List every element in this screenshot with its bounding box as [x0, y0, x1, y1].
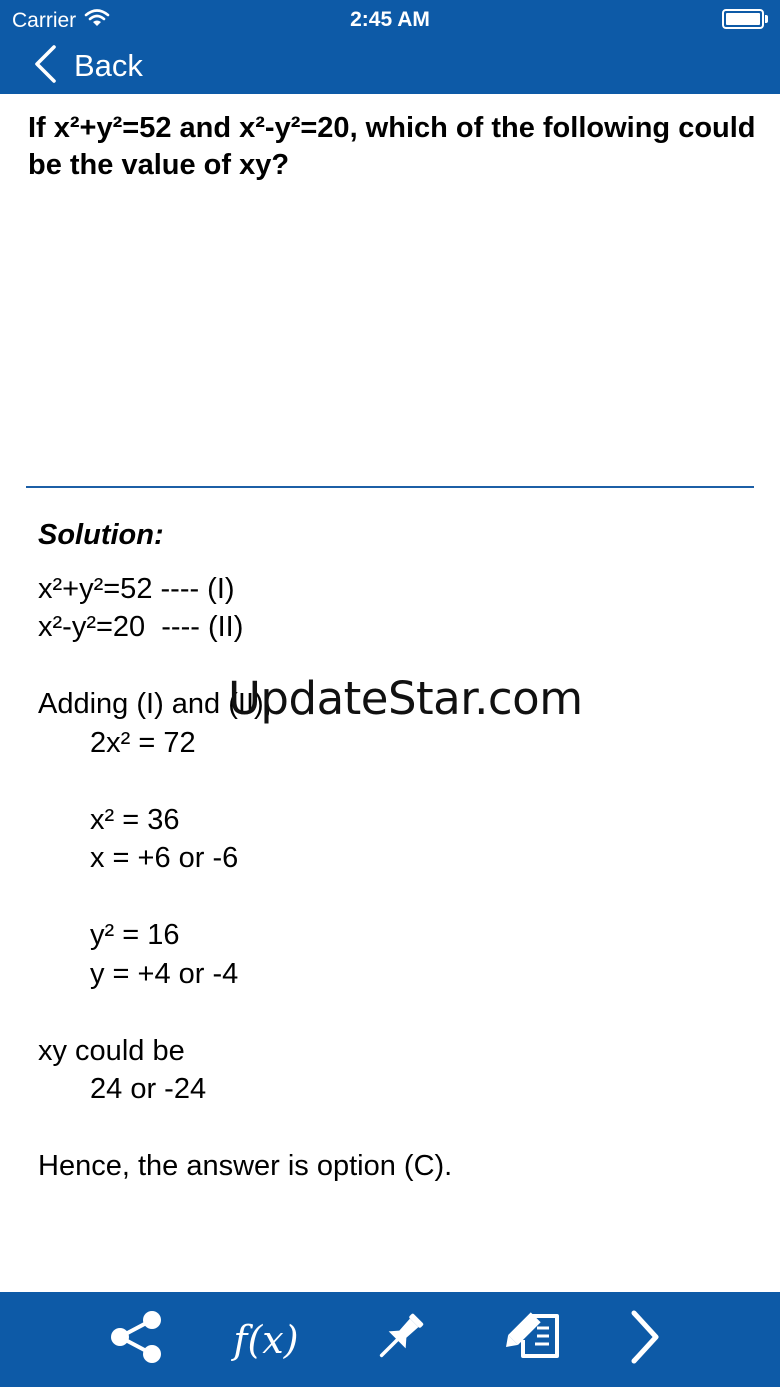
share-icon — [107, 1308, 165, 1371]
battery-icon — [722, 9, 768, 29]
solution-panel — [38, 516, 758, 1186]
formula-button[interactable] — [226, 1292, 306, 1387]
formula-icon: f(x) — [233, 1317, 299, 1362]
share-button[interactable] — [96, 1292, 176, 1387]
xy-label: xy could be — [38, 1034, 185, 1067]
watermark: UpdateStar.com — [228, 672, 583, 725]
conclusion-text: Hence, the answer is option (C). — [38, 1150, 453, 1182]
step-x-squared: x² = 36 — [90, 803, 180, 836]
pin-button[interactable] — [360, 1292, 440, 1387]
carrier-label: Carrier — [12, 9, 77, 32]
adding-step-label: Adding (I) and (II), — [38, 688, 272, 720]
chevron-left-icon — [32, 44, 58, 89]
divider — [26, 486, 754, 488]
step-x-values: x = +6 or -6 — [90, 842, 239, 874]
step-2x-squared: 2x² = 72 — [90, 726, 196, 759]
solution-title: Solution: — [38, 519, 164, 551]
next-button[interactable] — [604, 1292, 684, 1387]
edit-notes-button[interactable] — [496, 1292, 576, 1387]
pushpin-icon — [370, 1307, 430, 1372]
bottom-toolbar — [0, 1292, 780, 1387]
equation-1: x²+y²=52 ---- (I) — [38, 572, 235, 605]
xy-values: 24 or -24 — [90, 1073, 207, 1105]
question-text: If x²+y²=52 and x²-y²=20, which of the following could be the value of xy? — [28, 112, 756, 181]
status-time: 2:45 AM — [350, 8, 430, 31]
status-bar — [0, 0, 780, 40]
chevron-right-icon — [624, 1309, 664, 1370]
navigation-bar — [0, 0, 780, 94]
step-y-squared: y² = 16 — [90, 919, 180, 951]
back-button[interactable] — [32, 44, 143, 88]
back-label: Back — [74, 48, 143, 83]
step-y-values: y = +4 or -4 — [90, 957, 239, 990]
edit-note-icon — [505, 1306, 567, 1373]
equation-2: x²-y²=20 ---- (II) — [38, 611, 244, 643]
